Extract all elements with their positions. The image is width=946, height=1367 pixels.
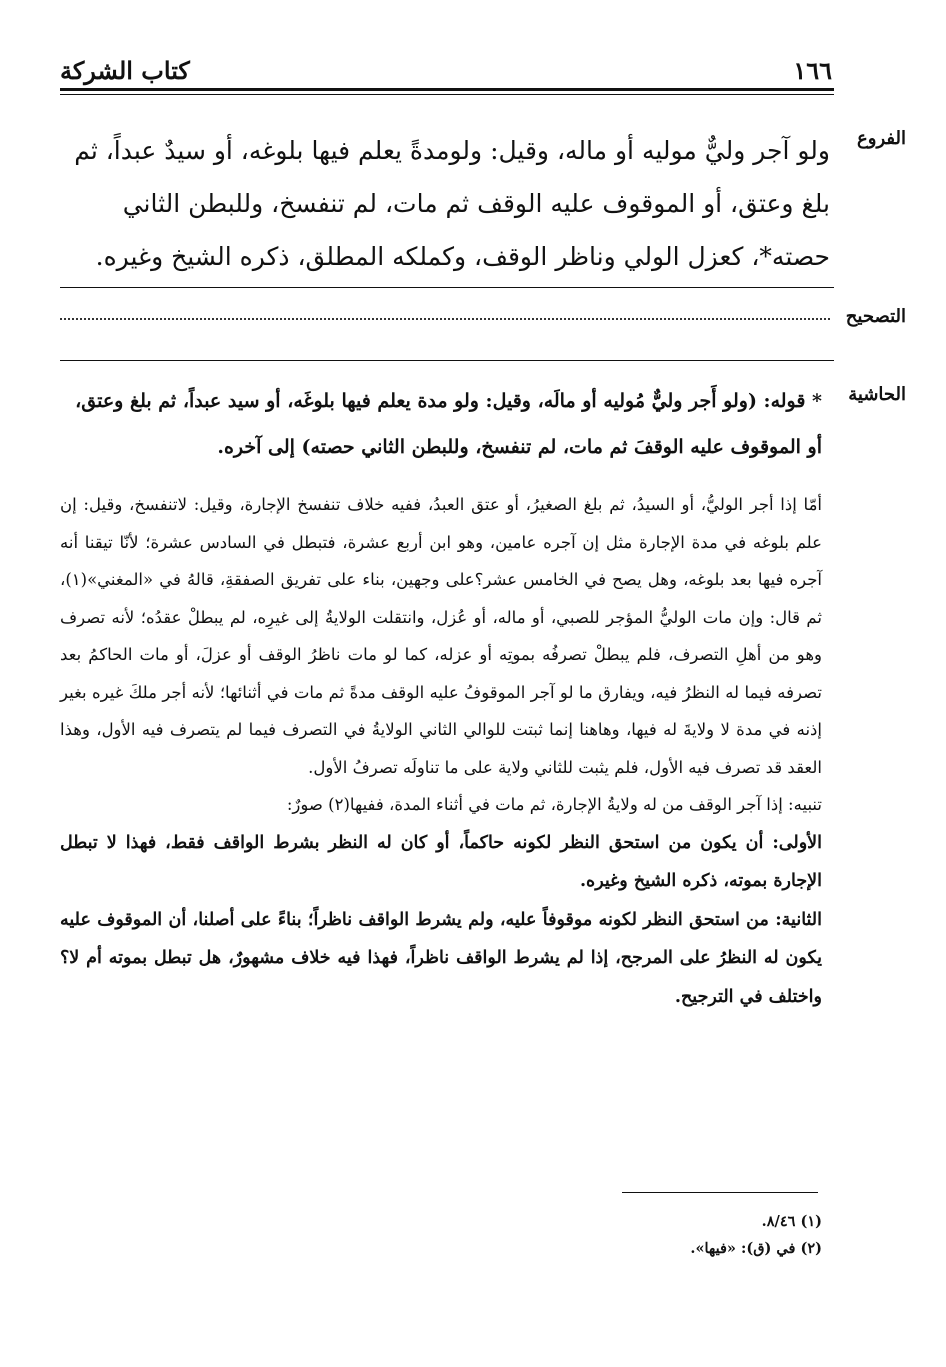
tashih-dotted-line [60, 298, 830, 320]
tanbih-paragraph: تنبيه: إذا آجر الوقف من له ولايةُ الإجارة، ثم مات في أثناء المدة، ففيها(٢) صورٌ: [286, 795, 822, 814]
tashih-label: التصحيح [845, 306, 906, 327]
furu-label: الفروع [857, 128, 906, 149]
tashih-divider [60, 360, 834, 361]
second-case-paragraph: الثانية: من استحق النظر لكونه موقوفاً عليه، ولم يشرط الواقف ناظراً؛ بناءً على أصلنا، أن الموقوف عليه يكون له النظرُ على المرجح، إذا لم يشرط الواقف ناظراً، فهذا فيه خلاف مشهورٌ، هل تبطل بموته أم لا؟ واختلف في الترجيح. [60, 909, 822, 1007]
footnotes [500, 1208, 822, 1262]
footnote-rule [622, 1192, 818, 1193]
book-title: كتاب الشركة [60, 56, 190, 85]
hashiya-intro: * قوله: (ولو أَجر وليٌّ مُوليه أو مالَه، وقيل: ولو مدة يعلم فيها بلوغَه، أو سيد عبداً، ثم بلغ وعتق، أو الموقوف عليه الوقفَ ثم مات، لم تنفسخ، وللبطن الثاني حصته) إلى آخره. [75, 390, 822, 458]
hashiya-body [60, 486, 822, 1016]
furu-divider [60, 287, 834, 288]
header-rule-thick [60, 88, 834, 91]
footnote-2: (٢) في (ق): «فيها». [690, 1240, 822, 1257]
page-number: ١٦٦ [793, 56, 832, 85]
hashiya-paragraph-1: أمّا إذا أجر الوليُّ، أو السيدُ، ثم بلغ الصغيرُ، أو عتق العبدُ، ففيه خلاف تنفسخ الإجارة، وقيل: لاتنفسخ، وقيل: إن علم بلوغه في مدة الإجارة مثل إن آجره عامين، وهو ابن أربع عشرة، فتبطل في السادس عشرة؛ لأنّا تيقنا أنه آجره فيها بعد بلوغه، وهل يصح في الخامس عشر؟على وجهين، بناء على تفريق الصفقةِ، قالهُ في «المغني»(١)، ثم قال: وإن مات الوليُّ المؤجر للصبي، أو ماله، أو عُزل، وانتقلت الولايةُ إلى غيرِه، لم يبطلْ عقدُه؛ لأنه تصرف وهو من أهلِ التصرف، فلم يبطلْ تصرفُه بموتِه أو عزله، كما لو مات ناظرُ الوقف أو عزلَ، أو مات الحاكمُ بعد تصرفه فيما له النظرُ فيه، ويفارق ما لو آجر الموقوفُ عليه الوقف مدةً ثم مات في أثنائها؛ لأنه أجر ملكَ غيره بغير إذنه في مدة لا ولايةَ له فيها، وهاهنا إنما ثبتت للوالي الثاني الولايةُ في التصرف فيما لم يتصرف فيه الأول، وهذا العقد قد تصرف فيه الأول، فلم يثبت للثاني ولاية على ما تناولَه تصرفُ الأول. [60, 495, 822, 777]
first-case-paragraph: الأولى: أن يكون من استحق النظر لكونه حاكماً، أو كان له النظر بشرط الواقف فقط، فهذا لا تبطل الإجارة بموته، ذكره الشيخ وغيره. [60, 832, 822, 891]
furu-text: ولو آجر وليٌّ موليه أو ماله، وقيل: ولومدةً يعلم فيها بلوغه، أو سيدٌ عبداً، ثم بلغ وعتق، أو الموقوف عليه الوقف ثم مات، لم تنفسخ، وللبطن الثاني حصته*، كعزل الولي وناظر الوقف، وكملكه المطلق، ذكره الشيخ وغيره. [74, 136, 830, 271]
footnote-1: (١) ٨/٤٦. [761, 1213, 822, 1230]
header-rule-thin [60, 94, 834, 95]
hashiya-label: الحاشية [848, 384, 906, 405]
